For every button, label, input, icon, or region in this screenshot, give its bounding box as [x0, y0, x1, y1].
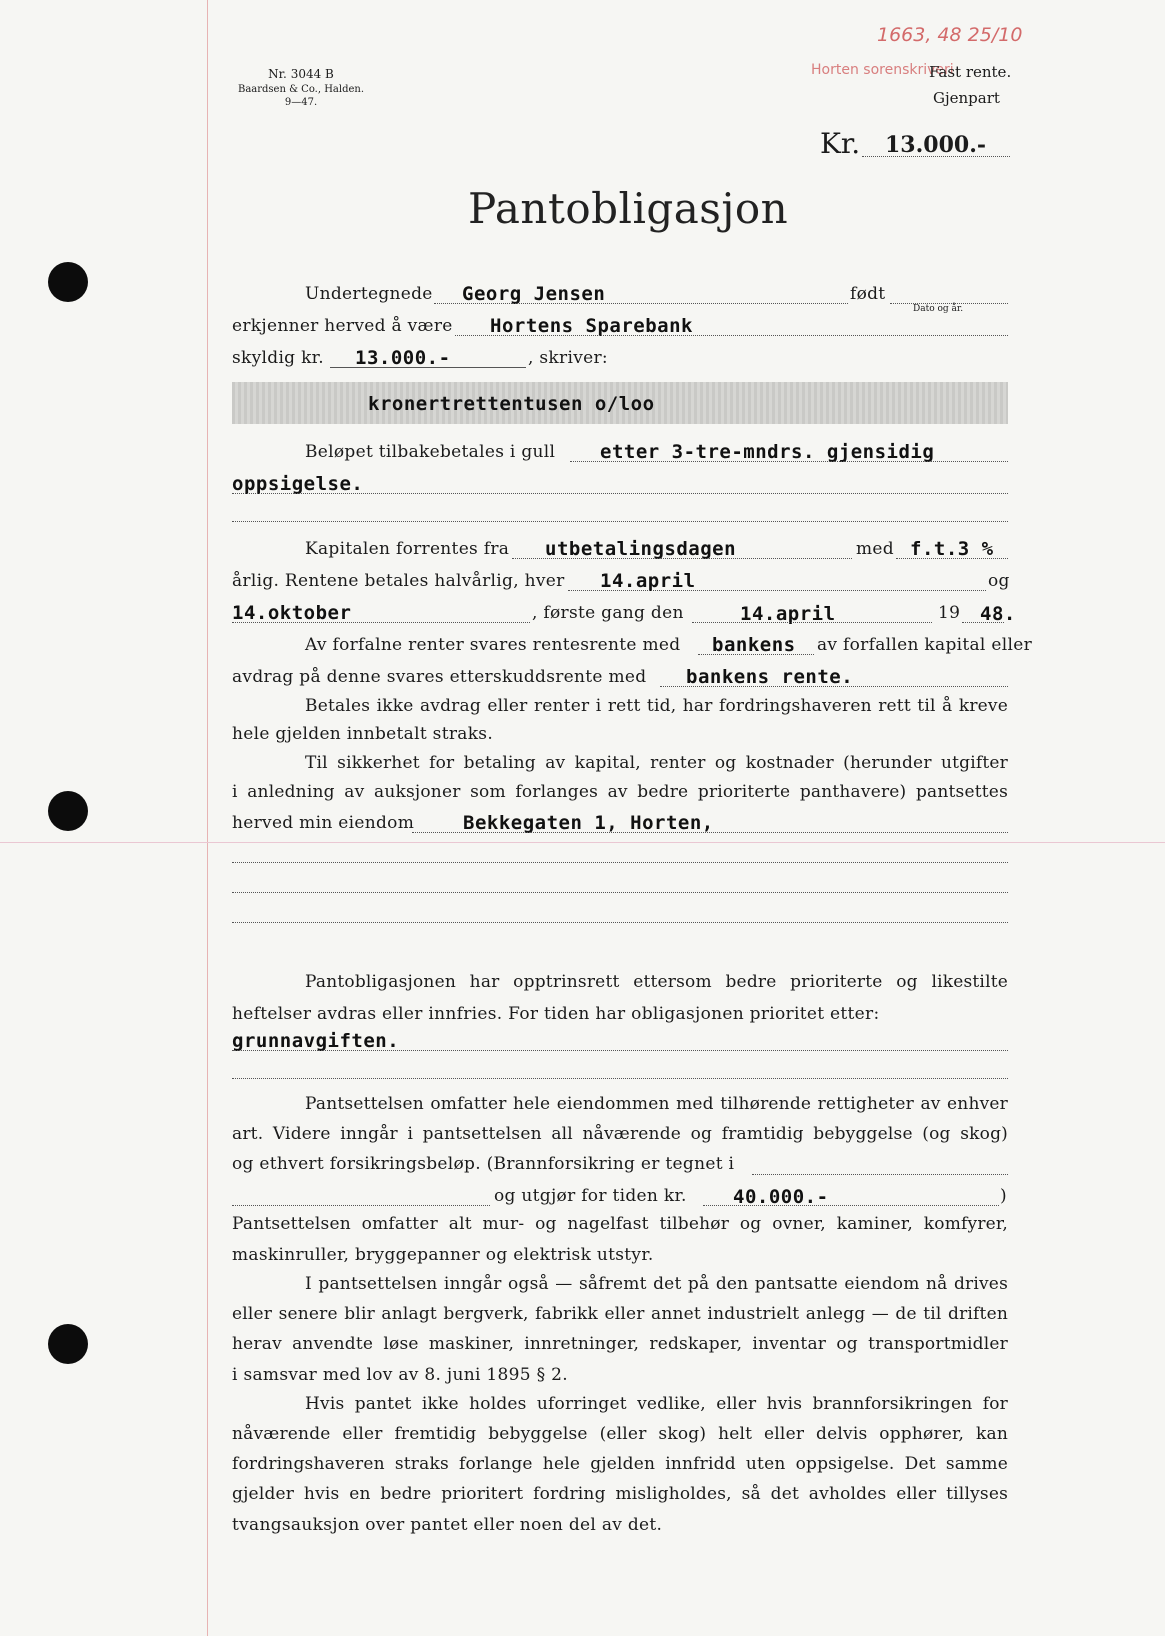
maintenance-clause-3: fordringshaveren straks forlange hele gjelden innfridd uten oppsigelse. Det samme: [232, 1454, 1008, 1474]
property-line-1: [412, 832, 1008, 833]
amount-prefix: Kr.: [820, 127, 861, 160]
default-clause-2: hele gjelden innbetalt straks.: [232, 724, 494, 744]
creditor-line: [455, 335, 1008, 336]
repayment-line-3: [232, 521, 1008, 522]
first-time-label: , første gang den: [532, 603, 684, 623]
name-line: [434, 303, 848, 304]
stamp-reference: 1663, 48 25/10: [877, 24, 1023, 46]
maintenance-clause-1: Hvis pantet ikke holdes uforringet vedlike, eller hvis brannforsikringen for: [305, 1394, 1008, 1414]
installments-label: avdrag på denne svares etterskuddsrente med: [232, 667, 647, 687]
rate-type: Fast rente.: [929, 63, 1012, 81]
interest-from-line: [512, 558, 852, 559]
compound-line: [698, 654, 814, 655]
rate-line: [896, 558, 1008, 559]
security-clause-2: i anledning av auksjoner som forlanges av bedre prioriterte panthavere) pantsettes: [232, 782, 1008, 802]
date2-line: [232, 622, 530, 623]
publisher: Baardsen & Co., Halden.: [237, 84, 365, 95]
maintenance-clause-5: tvangsauksjon over pantet eller noen del av det.: [232, 1515, 663, 1535]
industry-clause-3: herav anvendte løse maskiner, innretninger, redskaper, inventar og transportmidler: [232, 1334, 1008, 1354]
and-label: og: [988, 571, 1010, 591]
priority-clause-1: Pantobligasjonen har opptrinsrett ettersom bedre prioriterte og likestilte: [305, 972, 1008, 992]
repayment-label: Beløpet tilbakebetales i gull: [305, 442, 556, 462]
copy-label: Gjenpart: [933, 89, 1000, 107]
compound-label: Av forfalne renter svares rentesrente med: [305, 635, 681, 655]
security-clause-3: herved min eiendom: [232, 813, 415, 833]
default-clause-1: Betales ikke avdrag eller renter i rett tid, har fordringshaveren rett til å kreve: [305, 696, 1008, 716]
repayment-line-2: [232, 493, 1008, 494]
interest-from: utbetalingsdagen: [545, 538, 737, 560]
priority-clause-2: heftelser avdras eller innfries. For tiden har obligasjonen prioritet etter:: [232, 1004, 880, 1024]
maintenance-clause-2: nåværende eller fremtidig bebyggelse (eller skog) helt eller delvis opphører, kan: [232, 1424, 1008, 1444]
punch-hole: [48, 791, 88, 831]
insurance-amount-line: [703, 1205, 999, 1206]
amount-line: [862, 156, 1010, 157]
property-line-4: [232, 922, 1008, 923]
punch-hole: [48, 262, 88, 302]
date-year-hint: Dato og år.: [913, 304, 964, 314]
repayment-line-1: [570, 461, 1008, 462]
insurer-line: [752, 1174, 1008, 1175]
creditor-name: Hortens Sparebank: [490, 315, 693, 337]
date1-line: [568, 590, 986, 591]
fixtures-clause-1: Pantsettelsen omfatter alt mur- og nagelfast tilbehør og ovner, kaminer, komfyrer,: [232, 1214, 1008, 1234]
installment-line: [660, 686, 1008, 687]
punch-hole: [48, 1324, 88, 1364]
scope-clause-1: Pantsettelsen omfatter hele eiendommen med tilhørende rettigheter av enhver: [305, 1094, 1008, 1114]
property-line-2: [232, 862, 1008, 863]
undersigned-label: Undertegnede: [305, 284, 433, 304]
with-label: med: [856, 539, 894, 559]
owes-label: skyldig kr.: [232, 348, 324, 368]
priority-line-2: [232, 1078, 1008, 1079]
writes-label: , skriver:: [528, 348, 608, 368]
debtor-name: Georg Jensen: [462, 283, 606, 305]
amount-in-words: kronertrettentusen o/loo: [368, 393, 655, 415]
scope-clause-2: art. Videre inngår i pantsettelsen all nåværende og framtidig bebyggelse (og skog): [232, 1124, 1008, 1144]
halfyear-label: årlig. Rentene betales halvårlig, hver: [232, 571, 565, 591]
form-number: Nr. 3044 B: [268, 67, 334, 81]
interest-from-label: Kapitalen forrentes fra: [305, 539, 510, 559]
property: Bekkegaten 1, Horten,: [463, 812, 714, 834]
insurance-label: og utgjør for tiden kr.: [494, 1186, 687, 1206]
document-title: Pantobligasjon: [468, 184, 789, 233]
insurer-line-2: [232, 1205, 490, 1206]
repayment-terms-2: oppsigelse.: [232, 473, 364, 495]
margin-rule: [207, 0, 208, 1636]
scan-line: [0, 842, 1165, 843]
fixtures-clause-2: maskinruller, bryggepanner og elektrisk utstyr.: [232, 1245, 654, 1265]
compound-rate: bankens: [712, 634, 796, 656]
header-amount: 13.000.-: [885, 132, 986, 158]
interest-date-1: 14.april: [600, 570, 696, 592]
owed-amount-line: [330, 367, 526, 368]
insurance-close: ): [1000, 1186, 1007, 1206]
owed-amount: 13.000.-: [355, 347, 451, 369]
industry-clause-2: eller senere blir anlagt bergverk, fabrikk eller annet industrielt anlegg — de til driften: [232, 1304, 1008, 1324]
industry-clause-4: i samsvar med lov av 8. juni 1895 § 2.: [232, 1365, 568, 1385]
owes-to-label: erkjenner herved å være: [232, 316, 453, 336]
repayment-terms-1: etter 3-tre-mndrs. gjensidig: [600, 441, 935, 463]
property-line-3: [232, 892, 1008, 893]
form-date: 9—47.: [284, 97, 318, 108]
overdue-label: av forfallen kapital eller: [817, 635, 1032, 655]
year-suffix: 48.: [980, 603, 1016, 625]
year-line: [962, 622, 1004, 623]
industry-clause-1: I pantsettelsen inngår også — såfremt det på den pantsatte eiendom nå drives: [305, 1274, 1008, 1294]
security-clause-1: Til sikkerhet for betaling av kapital, renter og kostnader (herunder utgifter: [305, 753, 1008, 773]
maintenance-clause-4: gjelder hvis en bedre prioritert fordring misligholdes, så det avholdes eller tillyses: [232, 1484, 1008, 1504]
insurance-amount: 40.000.-: [733, 1186, 829, 1208]
first-date: 14.april: [740, 603, 836, 625]
born-label: født: [850, 284, 886, 304]
scope-clause-3: og ethvert forsikringsbeløp. (Brannforsikring er tegnet i: [232, 1154, 735, 1174]
year-prefix: 19: [938, 603, 961, 623]
installment-rate: bankens rente.: [686, 666, 854, 688]
first-date-line: [692, 622, 932, 623]
stamp-text: Horten sorenskriveri: [811, 62, 954, 78]
priority-value: grunnavgiften.: [232, 1030, 400, 1052]
priority-line-1: [232, 1050, 1008, 1051]
interest-date-2: 14.oktober: [232, 602, 352, 624]
interest-rate: f.t.3 %: [910, 538, 994, 560]
